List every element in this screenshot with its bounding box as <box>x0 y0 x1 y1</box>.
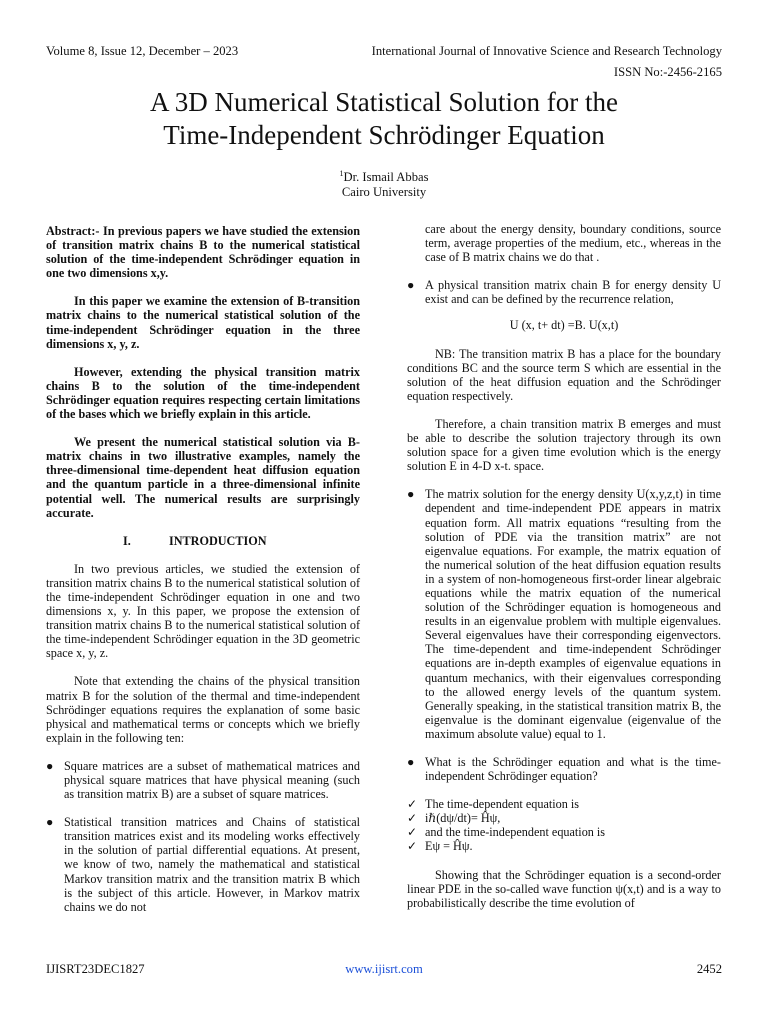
bullet-icon: ● <box>46 758 54 773</box>
bullet-text-2: Statistical transition matrices and Chains of statistical transition matrices exist and its modeling works effectively in the solution of partial differential equations. At present, we know of two, namely the mathematical and statistical Markov transition matrix and the transition matrix B which is the subject of this article. However, in Markov matrix chains we do not <box>64 815 360 914</box>
author-affiliation: Cairo University <box>341 184 427 199</box>
bullet-text-1: Square matrices are a subset of mathematical matrices and physical square matrices that have physical meaning (such as transition matrix B) are a subset of square matrices. <box>64 758 360 802</box>
therefore-paragraph: Therefore, a chain transition matrix B emerges and must be able to describe the solution trajectory through its own solution space for a given time evolution which is the energy solution E in 4-D x-t. space. <box>407 416 721 474</box>
showing-paragraph: Showing that the Schrödinger equation is a second-order linear PDE in the so-called wave function ψ(x,t) and is a way to probabilistically describe the time evolution of <box>407 867 721 910</box>
nb-paragraph: NB: The transition matrix B has a place for the boundary conditions BC and the source term S which are essential in the solution of the heat diffusion equation and the Schrödinger equation respectively. <box>407 346 721 403</box>
recurrence-equation: U (x, t+ dt) =B. U(x,t) <box>509 318 619 333</box>
checkmark-icon: ✓ <box>407 811 418 826</box>
check-item-4 <box>407 839 721 853</box>
bullet-item-5 <box>407 755 721 783</box>
continued-paragraph: care about the energy density, boundary conditions, source term, average properties of the medium, etc., whereas in the case of B matrix chains we do that . <box>425 222 721 265</box>
header-journal: International Journal of Innovative Science and Research Technology <box>371 44 722 58</box>
intro-paragraph-2: Note that extending the chains of the physical transition matrix B for the solution of the thermal and time-independent Schrödinger equations requires the explanation of some basic physical and mathematical terms or concepts which we briefly explain in the following ten: <box>46 674 360 745</box>
bullet-icon: ● <box>407 755 415 769</box>
header-volume: Volume 8, Issue 12, December – 2023 <box>46 44 239 58</box>
section-heading-introduction <box>46 534 360 548</box>
bullet-item-4 <box>407 487 721 741</box>
author-block <box>0 167 768 199</box>
header-issn: ISSN No:-2456-2165 <box>613 65 722 79</box>
checkmark-icon: ✓ <box>407 797 418 812</box>
bullet-item-3 <box>407 278 721 306</box>
checkmark-icon: ✓ <box>407 839 418 854</box>
check-text-1: The time-dependent equation is <box>425 797 579 812</box>
abstract-paragraph-1: Abstract:- In previous papers we have studied the extension of transition matrix chains B to the numerical statistical solution of the time-independent Schrödinger equation in one two dimensions x,y. <box>46 224 360 281</box>
check-text-3: and the time-independent equation is <box>425 825 606 840</box>
bullet-text-3: A physical transition matrix chain B for energy density U exist and can be defined by the recurrence relation, <box>425 278 721 307</box>
footer-page-number: 2452 <box>696 962 722 976</box>
check-item-1 <box>407 797 721 811</box>
check-text-4: Eψ = Ĥψ. <box>425 839 473 854</box>
bullet-text-5: What is the Schrödinger equation and what is the time-independent Schrödinger equation? <box>425 755 721 784</box>
left-column <box>46 224 360 914</box>
footer-url-link[interactable]: www.ijisrt.com <box>345 962 423 976</box>
footer-paper-id: IJISRT23DEC1827 <box>46 962 145 976</box>
title-line-1: A 3D Numerical Statistical Solution for the <box>150 87 618 117</box>
author-name: Dr. Ismail Abbas <box>343 170 429 184</box>
bullet-text-4: The matrix solution for the energy density U(x,y,z,t) in time dependent and time-independent PDE appears in matrix equation form. All matrix equations “resulting from the solution of PDE via the transition matrix” are not eigenvalue equations. For example, the matrix equation of the numerical solution of the heat diffusion equation results in a system of non-homogeneous first-order linear algebraic equations while the matrix equation of the numerical solution of the Schrödinger equation is homogeneous and results in an eigenvalue problem with multiple eigenvalues. Several eigenvalues have their corresponding eigenvectors. The time-dependent and time-independent Schrödinger equations are in-depth examples of eigenvalue equations in quantum mechanics, with their eigenvalues corresponding to the allowed energy levels of the quantum system. Generally speaking, in the statistical transition matrix B, the eigenvalue is the dominant eigenvalue (eigenvalue of the maximum absolute value) equal to 1. <box>425 487 721 741</box>
section-number: I. <box>123 533 131 548</box>
check-item-2 <box>407 811 721 825</box>
abstract-paragraph-2: In this paper we examine the extension of B-transition matrix chains to the numerical statistical solution of the time-independent Schrödinger equation in the three dimensions x, y, z. <box>46 294 360 351</box>
bullet-item-2 <box>46 815 360 914</box>
author-superscript: 1 <box>339 169 344 178</box>
section-title: INTRODUCTION <box>169 533 267 548</box>
abstract-paragraph-3: However, extending the physical transition matrix chains B to the solution of the time-independent Schrödinger equation requires respecting certain limitations of the bases which we briefly explain in this article. <box>46 364 360 422</box>
intro-paragraph-1: In two previous articles, we studied the extension of transition matrix chains B to the numerical statistical solution of the time-independent Schrödinger equation in one and two dimensions x, y. In this paper, we propose the extension of transition matrix chains B to the numerical statistical solution of the time-independent Schrödinger equation in the 3D geometric space x, y, z. <box>46 561 360 661</box>
check-item-3 <box>407 825 721 839</box>
paper-title <box>0 86 768 152</box>
checkmark-icon: ✓ <box>407 825 418 840</box>
right-column <box>407 222 721 910</box>
check-text-2: iℏ(dψ/dt)= Ĥψ, <box>425 811 501 826</box>
bullet-icon: ● <box>407 487 415 502</box>
abstract-paragraph-4: We present the numerical statistical solution via B-matrix chains in two illustrative examples, namely the three-dimensional time-dependent heat diffusion equation and the quantum particle in a three-dimensional infinite potential well. The numerical results are surprisingly accurate. <box>46 435 360 520</box>
bullet-item-1 <box>46 759 360 801</box>
bullet-icon: ● <box>46 815 54 830</box>
title-line-2: Time-Independent Schrödinger Equation <box>163 120 605 150</box>
bullet-icon: ● <box>407 278 415 293</box>
